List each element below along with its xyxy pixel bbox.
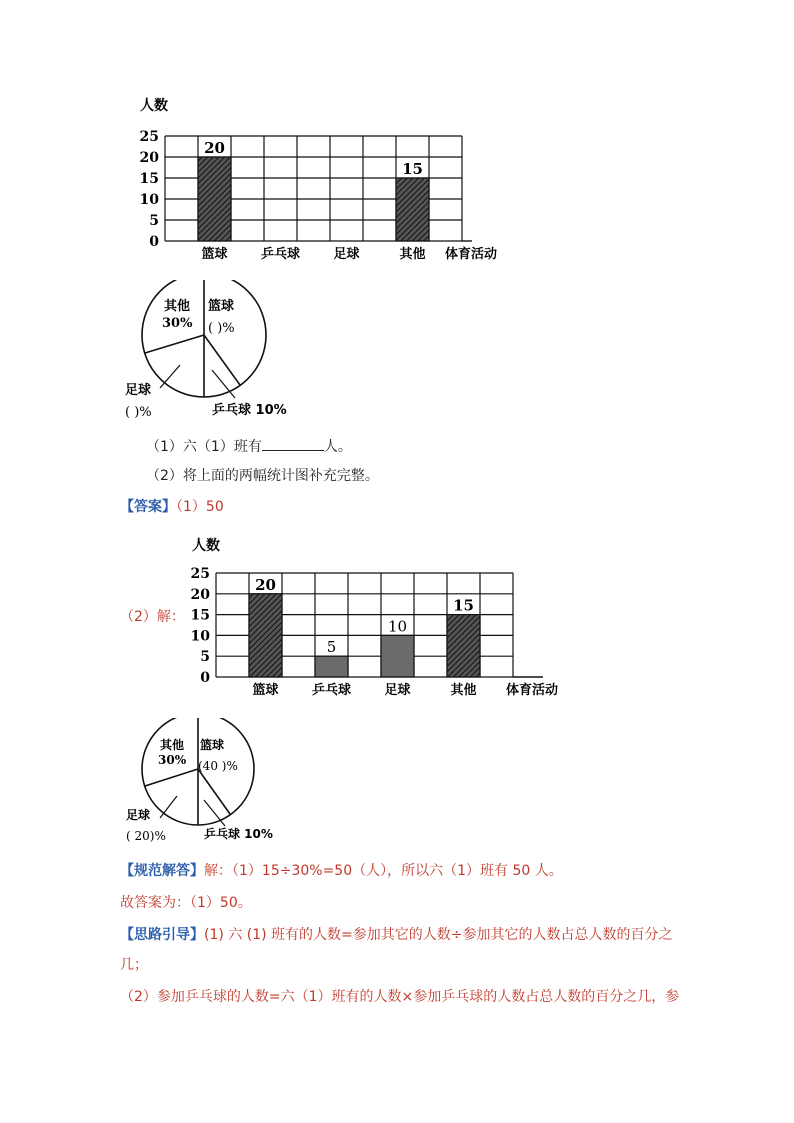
abar-bar-2 [381, 635, 414, 677]
qbar-ytick-label: 10 [139, 192, 159, 208]
q-pie-name-basketball: 篮球 [208, 299, 235, 314]
q-pie-label-other: 30% [162, 316, 193, 331]
qbar-category-label-0: 篮球 [201, 247, 228, 262]
a-pie-divider-soccer [145, 769, 198, 786]
solution-line-1 [120, 861, 563, 881]
a-bar-ylabel: 人数 [192, 538, 220, 554]
a-pie-name-soccer: 足球 [126, 808, 151, 822]
q-pie-label-soccer: ( )% [125, 405, 152, 420]
solution-text-1: 解：（1）15÷30%=50（人），所以六（1）班有 50 人。 [204, 863, 563, 879]
q-pie-divider-soccer [145, 335, 204, 353]
answer-label: 【答案】 [120, 499, 176, 515]
solution-line-4: 几； [120, 957, 148, 973]
a-pie-label-soccer: ( 20)% [126, 829, 166, 843]
abar-ytick-label: 0 [200, 670, 210, 686]
abar-ytick-label: 20 [190, 586, 210, 603]
abar-data-label-0: 20 [255, 575, 276, 594]
abar-category-label-1: 乒乓球 [311, 683, 352, 698]
qbar-xlabel: 体育活动 [444, 247, 498, 262]
qbar-bar-3 [396, 178, 429, 241]
qbar-category-label-3: 其他 [399, 247, 426, 262]
q-pie-label-pingpong: 乒乓球 10% [212, 403, 287, 418]
a-pie-label-pingpong: 乒乓球 10% [204, 827, 273, 841]
a-bar-tick-labels [191, 566, 558, 698]
abar-data-label-1: 5 [326, 638, 337, 657]
q-pie-divider-pingpong [204, 335, 240, 385]
abar-ytick-label: 25 [190, 566, 210, 582]
abar-data-label-2: 10 [387, 617, 408, 636]
abar-xlabel: 体育活动 [505, 683, 559, 698]
a-pie-leader-soccer [160, 796, 177, 818]
qbar-ytick-label: 0 [149, 234, 159, 250]
abar-bar-0 [249, 594, 282, 677]
qbar-data-label-3: 15 [402, 160, 423, 178]
qbar-category-label-2: 足球 [333, 247, 360, 262]
solution-label-2: 【思路引导】 [120, 927, 204, 943]
qbar-ytick-label: 20 [139, 150, 159, 166]
q-bar-ylabel: 人数 [140, 98, 168, 114]
solution-line-2: 故答案为：（1）50。 [120, 895, 252, 911]
abar-bar-3 [447, 615, 480, 677]
qbar-ytick-label: 15 [139, 171, 159, 187]
answer-bar-chart [162, 532, 562, 702]
abar-ytick-label: 15 [190, 607, 210, 624]
qbar-ytick-label: 5 [149, 213, 159, 229]
qbar-category-label-1: 乒乓球 [260, 247, 301, 262]
solution-line-3 [120, 925, 672, 945]
q1-suffix: 人。 [323, 439, 352, 455]
question-2: （2）将上面的两幅统计图补充完整。 [146, 468, 379, 484]
answer-1: （1）50 [176, 499, 224, 515]
solution-line-5: （2）参加乒乓球的人数=六（1）班有的人数×参加乒乓球的人数占总人数的百分之几，参 [120, 989, 680, 1005]
qbar-bar-0 [198, 157, 231, 241]
abar-data-label-3: 15 [453, 596, 474, 615]
q-pie-name-soccer: 足球 [125, 383, 152, 398]
answer-line [120, 497, 224, 517]
q-pie-leader-soccer [160, 365, 180, 388]
abar-ytick-label: 5 [200, 649, 210, 666]
q-pie-label-basketball: ( )% [208, 321, 235, 336]
a-pie-label-other: 30% [158, 753, 187, 767]
a-pie-divider-pingpong [198, 769, 230, 814]
abar-category-label-3: 其他 [450, 683, 477, 698]
q-bar-tick-labels [140, 129, 497, 262]
solution-text-3: (1) 六 (1) 班有的人数=参加其它的人数÷参加其它的人数占总人数的百分之 [204, 927, 673, 943]
a-pie-name-basketball: 篮球 [200, 738, 225, 752]
abar-bar-1 [315, 656, 348, 677]
abar-category-label-0: 篮球 [252, 683, 279, 698]
qbar-data-label-0: 20 [204, 139, 225, 157]
q1-prefix: （1）六（1）班有 [146, 439, 262, 455]
q1-blank [262, 436, 324, 451]
q-pie-name-other: 其他 [164, 299, 191, 314]
abar-category-label-2: 足球 [384, 683, 411, 698]
a-pie-name-other: 其他 [160, 738, 185, 752]
question-pie-chart [120, 280, 310, 425]
a-pie-label-basketball: (40 )% [198, 759, 238, 773]
qbar-ytick-label: 25 [139, 129, 159, 145]
answer-pie-chart [120, 718, 300, 846]
solution-label-1: 【规范解答】 [120, 863, 204, 879]
abar-ytick-label: 10 [190, 628, 210, 645]
answer-2-label: （2）解： [120, 609, 185, 625]
question-1 [146, 436, 352, 457]
question-bar-chart [110, 90, 530, 265]
